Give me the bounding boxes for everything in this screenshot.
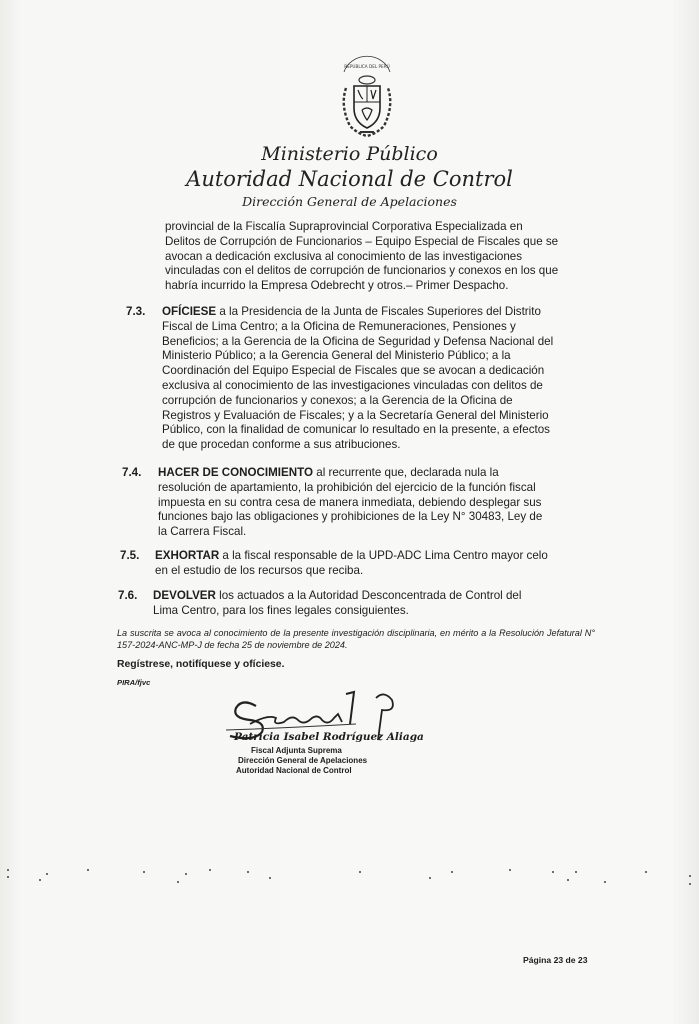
text-line: a la fiscal responsable de la UPD-ADC Lima Centro mayor celo (219, 549, 548, 562)
ministry-title: Ministerio Público (261, 143, 438, 165)
signatory-name: Patricia Isabel Rodríguez Aliaga (234, 731, 424, 743)
item-paragraph-7-3 (162, 305, 605, 453)
text-line: avocan a dedicación exclusiva al conocimiento de las investigaciones (165, 249, 523, 263)
page-number: Página 23 de 23 (523, 955, 588, 965)
item-paragraph-7-6 (153, 589, 601, 619)
reference-initials: PIRA/fjvc (117, 678, 151, 687)
text-line: de que procedan conforme a sus atribuciones. (162, 438, 401, 452)
text-line: vinculadas con el delitos de corrupción de funcionarios y conexos en los que (165, 264, 559, 278)
signatory-office: Dirección General de Apelaciones (238, 756, 368, 765)
text-line: a la Presidencia de la Junta de Fiscales Superiores del Distrito (216, 305, 541, 318)
item-lead: DEVOLVER (153, 589, 216, 602)
text-line: en el estudio de los recursos que reciba. (155, 563, 364, 577)
text-line: Beneficios; a la Gerencia de la Oficina de Seguridad y Defensa Nacional del (162, 334, 554, 348)
text-line: funciones bajo las obligaciones y prohibiciones de la Ley N° 30483, Ley de (158, 510, 543, 524)
peru-coat-of-arms-icon (332, 54, 402, 142)
item-number: 7.5. (120, 549, 140, 562)
text-line: la Carrera Fiscal. (158, 525, 247, 539)
closing-formula: Regístrese, notifíquese y ofíciese. (117, 659, 285, 670)
text-line: al recurrente que, declarada nula la (313, 466, 499, 479)
item-lead: EXHORTAR (155, 549, 220, 562)
item-paragraph-7-5 (155, 549, 603, 579)
item-lead: HACER DE CONOCIMIENTO (158, 466, 314, 479)
item-number: 7.6. (118, 589, 138, 602)
signatory-title: Fiscal Adjunta Suprema (251, 746, 342, 755)
authority-title: Autoridad Nacional de Control (186, 167, 513, 191)
text-line: Público, con la finalidad de comunicar lo resultado en la presente, a efectos (162, 423, 550, 437)
text-line: Lima Centro, para los fines legales consiguientes. (153, 603, 409, 617)
assignment-note: La suscrita se avoca al conocimiento de la presente investigación disciplinaria, en mérito a la Resolución Jefatural N° 157-2024-ANC-MP-J de fecha 25 de noviembre de 2024. (117, 628, 595, 650)
item-lead: OFÍCIESE (162, 305, 217, 318)
text-line: los actuados a la Autoridad Desconcentrada de Control del (215, 589, 522, 602)
text-line: Registros y Evaluación de Fiscales; y a la Secretaría General del Ministerio (162, 408, 549, 422)
text-line: Ministerio Público; a la Gerencia General del Ministerio Público; a la (162, 349, 511, 363)
text-line: corrupción de funcionarios y conexos; a la Gerencia de la Oficina de (162, 393, 513, 407)
signatory-institution: Autoridad Nacional de Control (236, 766, 352, 775)
item-paragraph-7-4 (158, 466, 604, 540)
direction-subtitle: Dirección General de Apelaciones (242, 194, 457, 209)
text-line: Delitos de Corrupción de Funcionarios – Equipo Especial de Fiscales que se (165, 234, 559, 248)
scan-speckles (0, 860, 699, 890)
text-line: Coordinación del Equipo Especial de Fiscales que se avocan a dedicación (162, 364, 545, 378)
text-line: habría incurrido la Empresa Odebrecht y otros.– Primer Despacho. (165, 279, 509, 293)
text-line: exclusiva al conocimiento de las investigaciones vinculadas con delitos de (162, 378, 543, 392)
text-line: provincial de la Fiscalía Supraprovincial Corporativa Especializada en (165, 220, 523, 233)
text-line: resolución de apartamiento, la prohibición del ejercicio de la función fiscal (158, 480, 536, 494)
item-number: 7.4. (122, 466, 142, 479)
item-number: 7.3. (126, 305, 146, 318)
text-line: Fiscal de Lima Centro; a la Oficina de Remuneraciones, Pensiones y (162, 319, 516, 333)
svg-text:REPÚBLICA DEL PERÚ: REPÚBLICA DEL PERÚ (344, 64, 390, 69)
text-line: impuesta en su contra cesa de manera inmediata, debiendo desplegar sus (158, 495, 542, 509)
intro-paragraph (165, 220, 605, 294)
